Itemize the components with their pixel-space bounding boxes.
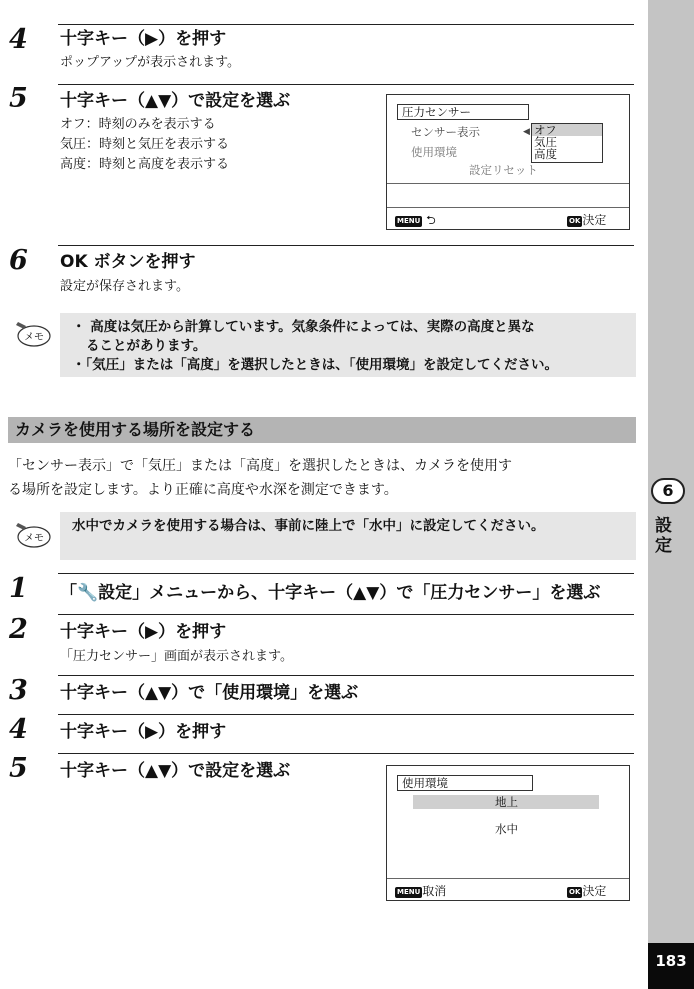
ok-label: 決定 xyxy=(582,884,607,898)
step-heading: 十字キー（▶）を押す xyxy=(60,722,227,742)
option-item[interactable]: 気圧 xyxy=(534,135,557,149)
screen-title: 圧力センサー xyxy=(397,104,529,120)
step-number: 2 xyxy=(9,614,28,645)
step-description: 「圧力センサー」画面が表示されます。 xyxy=(60,649,293,664)
step-rule xyxy=(58,573,634,574)
step-rule xyxy=(58,24,634,25)
step-number: 4 xyxy=(9,714,28,745)
ok-hint xyxy=(567,213,606,227)
memo-icon xyxy=(12,318,52,348)
step-heading: 十字キー（▲▼）で設定を選ぶ xyxy=(60,91,291,111)
option-item[interactable]: オフ xyxy=(532,124,602,136)
step-number: 6 xyxy=(9,245,28,276)
step-rule xyxy=(58,245,634,246)
left-arrow-icon: ◀ xyxy=(523,127,530,137)
ok-hint xyxy=(567,884,606,898)
screen-divider xyxy=(387,183,629,184)
menu-row-reset: 設定リセット xyxy=(469,163,538,177)
option-item[interactable]: 地上 xyxy=(495,795,518,809)
svg-text:メモ: メモ xyxy=(24,533,44,544)
section-paragraph: 「センサー表示」で「気圧」または「高度」を選択したときは、カメラを使用す xyxy=(8,458,512,474)
step-heading: 十字キー（▲▼）で「使用環境」を選ぶ xyxy=(60,683,359,703)
option-popup xyxy=(531,123,603,163)
ok-label: 決定 xyxy=(582,213,607,227)
step-rule xyxy=(58,614,634,615)
menu-row-sensor-display: センサー表示 xyxy=(411,125,480,139)
step-heading: 十字キー（▲▼）で設定を選ぶ xyxy=(60,761,291,781)
ok-key-icon: OK xyxy=(569,217,581,225)
section-title: カメラを使用する場所を設定する xyxy=(15,420,256,439)
step-rule xyxy=(58,84,634,85)
option-item[interactable]: 高度 xyxy=(534,147,557,161)
page-number: 183 xyxy=(655,952,687,970)
step-rule xyxy=(58,675,634,676)
memo-text: ・「気圧」または「高度」を選択したときは、「使用環境」を設定してください。 xyxy=(72,357,558,373)
step-number: 5 xyxy=(9,83,28,114)
camera-screen-environment xyxy=(386,765,630,901)
step-number: 5 xyxy=(9,753,28,784)
screen-divider xyxy=(387,878,629,879)
step-number: 1 xyxy=(9,573,28,604)
step-description: 高度：時刻と高度を表示する xyxy=(60,157,230,172)
cancel-label: 取消 xyxy=(422,884,447,898)
step-heading: 十字キー（▶）を押す xyxy=(60,622,227,642)
ok-key-icon: OK xyxy=(569,888,581,896)
step-heading: 「🔧設定」メニューから、十字キー（▲▼）で「圧力センサー」を選ぶ xyxy=(60,583,601,603)
step-number: 4 xyxy=(9,24,28,55)
screen-title: 使用環境 xyxy=(397,775,533,791)
screen-divider xyxy=(387,207,629,208)
step-description: 設定が保存されます。 xyxy=(60,279,189,294)
memo-text: ・ 高度は気圧から計算しています。気象条件によっては、実際の高度と異な xyxy=(72,319,535,335)
menu-cancel-hint xyxy=(395,884,446,898)
step-rule xyxy=(58,714,634,715)
option-item[interactable]: 水中 xyxy=(495,822,518,836)
memo-text: 水中でカメラを使用する場合は、事前に陸上で「水中」に設定してください。 xyxy=(72,518,545,534)
step-heading: 十字キー（▶）を押す xyxy=(60,29,227,49)
step-number: 3 xyxy=(9,675,28,706)
step-description: 気圧：時刻と気圧を表示する xyxy=(60,137,230,152)
menu-row-environment: 使用環境 xyxy=(411,145,457,159)
camera-screen-pressure-sensor xyxy=(386,94,630,230)
memo-text: ることがあります。 xyxy=(86,338,207,354)
step-description: オフ：時刻のみを表示する xyxy=(60,117,216,132)
back-arrow-icon: ⮌ xyxy=(426,213,436,227)
menu-back-hint xyxy=(395,213,436,227)
menu-key-icon: MENU xyxy=(397,888,421,896)
step-heading: OK ボタンを押す xyxy=(60,252,196,272)
menu-key-icon: MENU xyxy=(397,217,421,225)
chapter-number-badge: 6 xyxy=(651,478,685,504)
step-rule xyxy=(58,753,634,754)
memo-icon xyxy=(12,519,52,549)
section-paragraph: る場所を設定します。より正確に高度や水深を測定できます。 xyxy=(8,482,398,498)
step-description: ポップアップが表示されます。 xyxy=(60,55,241,70)
chapter-title: 設定 xyxy=(655,516,672,556)
svg-text:メモ: メモ xyxy=(24,332,44,343)
